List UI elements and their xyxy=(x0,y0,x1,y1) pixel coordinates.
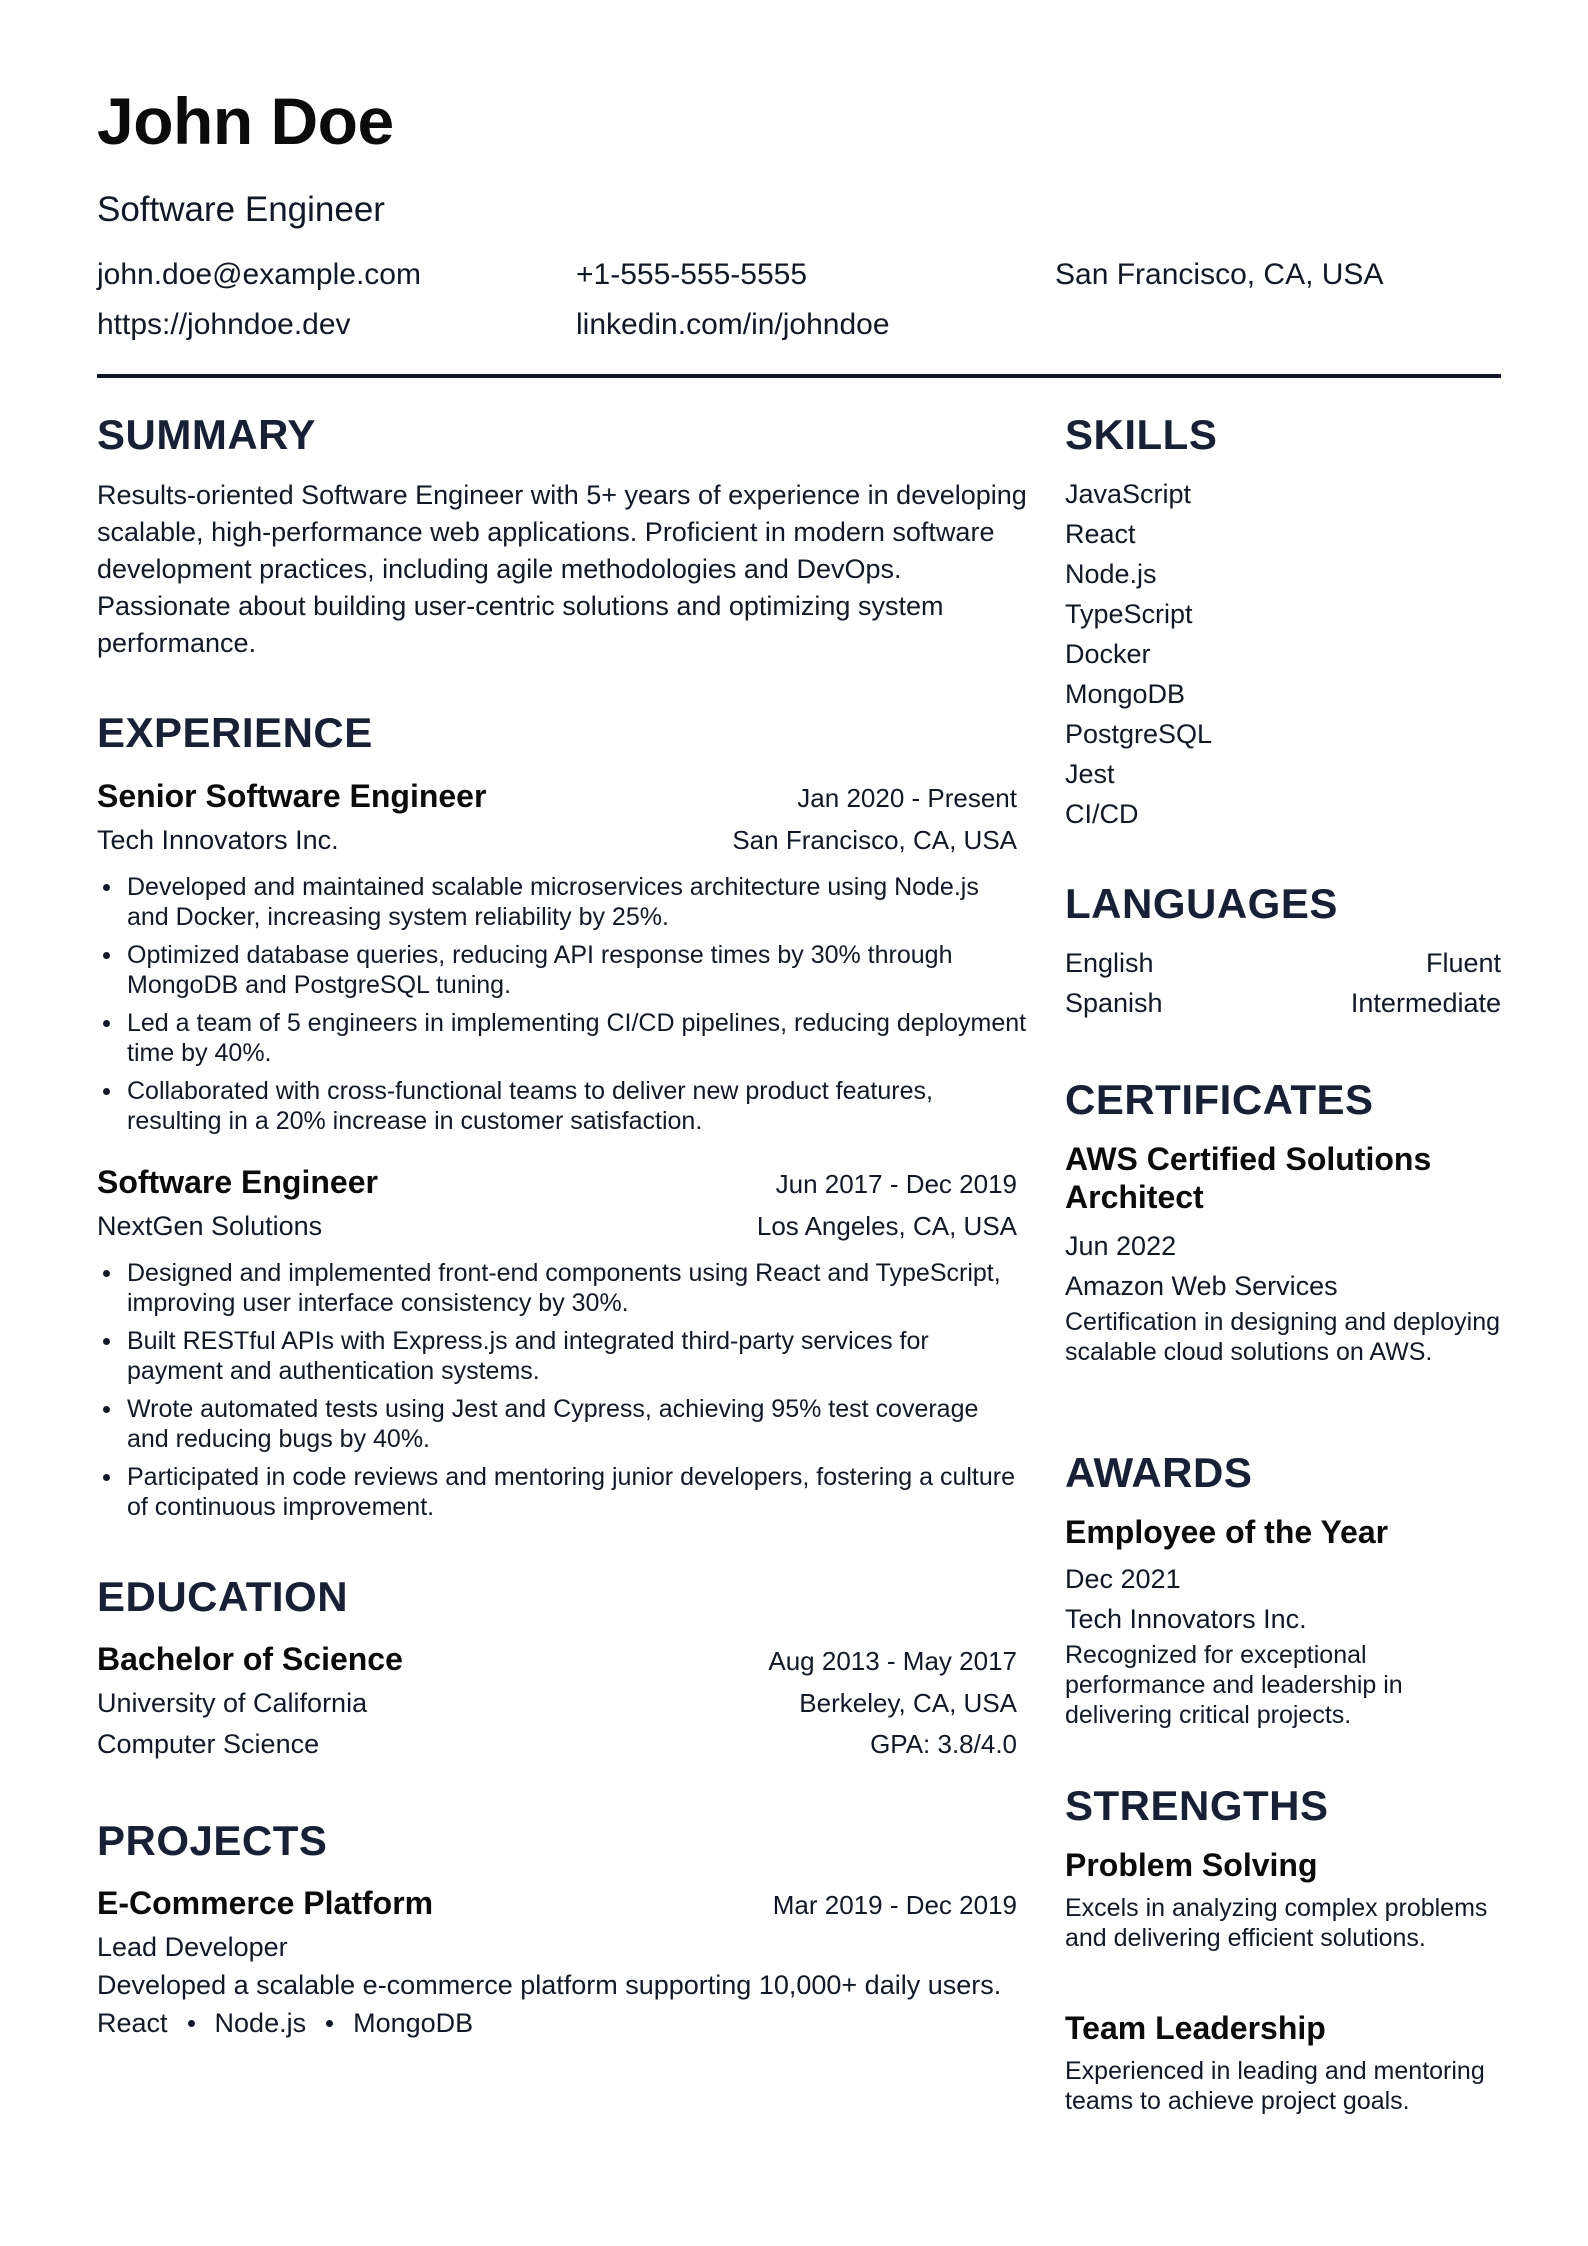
skill-item: CI/CD xyxy=(1065,799,1139,829)
job-bullets xyxy=(97,1258,1027,1530)
list-item: Designed and implemented front-end components using React and TypeScript, improving user interface consistency by 30%. xyxy=(97,1258,1027,1318)
strength-title: Problem Solving xyxy=(1065,1847,1318,1883)
summary-text: Results-oriented Software Engineer with 5+ years of experience in developing scalable, high-performance web applications. Proficient in modern software development practices, including agile methodologies and DevOps. Passionate about building user-centric solutions and optimizing system performance. xyxy=(97,480,1027,658)
location-text: San Francisco, CA, USA xyxy=(1055,258,1384,291)
skill-item: Jest xyxy=(1065,759,1115,789)
school-location: Berkeley, CA, USA xyxy=(799,1688,1017,1718)
skills-heading: SKILLS xyxy=(1065,411,1218,458)
strengths-heading: STRENGTHS xyxy=(1065,1782,1329,1829)
project-description: Developed a scalable e-commerce platform supporting 10,000+ daily users. xyxy=(97,1970,1002,2000)
job-company-row xyxy=(97,1211,1017,1242)
degree-title: Bachelor of Science xyxy=(97,1641,403,1677)
education-field-row xyxy=(97,1729,1017,1760)
list-item: Participated in code reviews and mentoring junior developers, fostering a culture of continuous improvement. xyxy=(97,1462,1027,1522)
job-header xyxy=(97,778,1017,815)
project-dates: Mar 2019 - Dec 2019 xyxy=(772,1890,1017,1920)
job-location: Los Angeles, CA, USA xyxy=(756,1211,1017,1241)
job-location: San Francisco, CA, USA xyxy=(732,825,1017,855)
language-row xyxy=(1065,950,1501,977)
awards-heading: AWARDS xyxy=(1065,1449,1253,1496)
job-dates: Jun 2017 - Dec 2019 xyxy=(775,1169,1017,1199)
education-dates: Aug 2013 - May 2017 xyxy=(768,1646,1017,1676)
strength-description: Experienced in leading and mentoring teams to achieve project goals. xyxy=(1065,2057,1485,2115)
website-link[interactable]: https://johndoe.dev xyxy=(97,308,351,341)
project-tag: React xyxy=(97,2008,168,2038)
list-item: Built RESTful APIs with Express.js and integrated third-party services for payment and authentication systems. xyxy=(97,1326,1027,1386)
skill-item: React xyxy=(1065,519,1136,549)
language-name: English xyxy=(1065,948,1154,978)
award-issuer: Tech Innovators Inc. xyxy=(1065,1604,1307,1634)
strength-description: Excels in analyzing complex problems and delivering efficient solutions. xyxy=(1065,1894,1488,1952)
list-item: Wrote automated tests using Jest and Cypress, achieving 95% test coverage and reducing bugs by 40%. xyxy=(97,1394,1027,1454)
summary-heading: SUMMARY xyxy=(97,411,316,458)
list-item: Developed and maintained scalable microservices architecture using Node.js and Docker, increasing system reliability by 25%. xyxy=(97,872,1027,932)
project-tag: MongoDB xyxy=(353,2008,474,2038)
project-name: E-Commerce Platform xyxy=(97,1885,434,1921)
project-header xyxy=(97,1885,1017,1922)
skill-item: Node.js xyxy=(1065,559,1157,589)
job-header xyxy=(97,1164,1017,1201)
language-level: Intermediate xyxy=(1350,988,1501,1018)
skill-item: PostgreSQL xyxy=(1065,719,1213,749)
award-title: Employee of the Year xyxy=(1065,1514,1389,1550)
list-item: Optimized database queries, reducing API response times by 30% through MongoDB and PostgreSQL tuning. xyxy=(97,940,1027,1000)
phone-number[interactable]: +1-555-555-5555 xyxy=(576,258,808,291)
job-company-row xyxy=(97,825,1017,856)
job-title: Senior Software Engineer xyxy=(97,778,487,814)
certificate-date: Jun 2022 xyxy=(1065,1231,1177,1261)
list-item: Led a team of 5 engineers in implementing CI/CD pipelines, reducing deployment time by 40%. xyxy=(97,1008,1027,1068)
award-date: Dec 2021 xyxy=(1065,1564,1181,1594)
list-item: Collaborated with cross-functional teams to deliver new product features, resulting in a 20% increase in customer satisfaction. xyxy=(97,1076,1027,1136)
projects-heading: PROJECTS xyxy=(97,1817,328,1864)
job-dates: Jan 2020 - Present xyxy=(797,783,1017,813)
education-header xyxy=(97,1641,1017,1678)
language-row xyxy=(1065,990,1501,1017)
job-title: Software Engineer xyxy=(97,1164,378,1200)
award-description: Recognized for exceptional performance and leadership in delivering critical projects. xyxy=(1065,1641,1403,1729)
skill-item: Docker xyxy=(1065,639,1151,669)
candidate-role: Software Engineer xyxy=(97,190,385,229)
certificate-issuer: Amazon Web Services xyxy=(1065,1271,1338,1301)
gpa-text: GPA: 3.8/4.0 xyxy=(870,1729,1017,1759)
sidebar-column xyxy=(1065,0,1501,2246)
education-school-row xyxy=(97,1688,1017,1719)
skill-item: MongoDB xyxy=(1065,679,1186,709)
school-name: University of California xyxy=(97,1688,368,1718)
job-company: Tech Innovators Inc. xyxy=(97,825,339,855)
candidate-name: John Doe xyxy=(97,84,394,158)
strength-title: Team Leadership xyxy=(1065,2010,1326,2046)
language-level: Fluent xyxy=(1425,948,1501,978)
education-heading: EDUCATION xyxy=(97,1573,349,1620)
project-role: Lead Developer xyxy=(97,1932,288,1962)
job-company: NextGen Solutions xyxy=(97,1211,323,1241)
separator-dot-icon xyxy=(188,2020,195,2027)
languages-heading: LANGUAGES xyxy=(1065,880,1338,927)
field-of-study: Computer Science xyxy=(97,1729,320,1759)
project-tag: Node.js xyxy=(214,2008,307,2038)
separator-dot-icon xyxy=(326,2020,333,2027)
experience-heading: EXPERIENCE xyxy=(97,709,373,756)
certificate-title: AWS Certified Solutions Architect xyxy=(1065,1141,1432,1215)
email-link[interactable]: john.doe@example.com xyxy=(97,258,421,291)
job-bullets xyxy=(97,872,1027,1144)
language-name: Spanish xyxy=(1065,988,1163,1018)
certificates-heading: CERTIFICATES xyxy=(1065,1076,1374,1123)
skill-item: JavaScript xyxy=(1065,479,1192,509)
project-tags xyxy=(97,2008,473,2039)
linkedin-link[interactable]: linkedin.com/in/johndoe xyxy=(576,308,890,341)
certificate-description: Certification in designing and deploying scalable cloud solutions on AWS. xyxy=(1065,1308,1501,1366)
skill-item: TypeScript xyxy=(1065,599,1193,629)
